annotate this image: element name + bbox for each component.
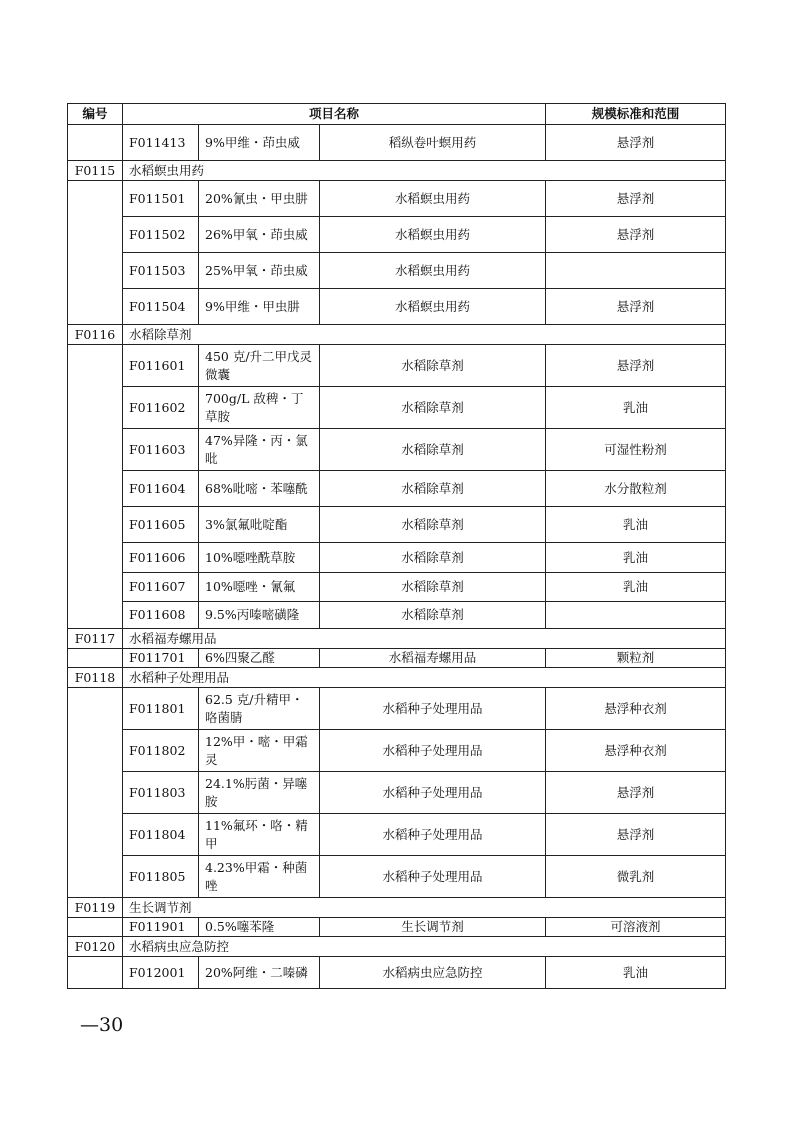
item-form: 悬浮种衣剂 [546, 688, 726, 730]
pesticide-table [67, 103, 726, 989]
item-name: 9.5%丙嗪嘧磺隆 [199, 602, 320, 629]
item-purpose: 水稻种子处理用品 [320, 856, 546, 898]
item-form: 悬浮剂 [546, 814, 726, 856]
item-purpose: 水稻种子处理用品 [320, 730, 546, 772]
item-code: F011502 [123, 217, 199, 253]
item-name: 20%氰虫・甲虫肼 [199, 181, 320, 217]
item-form: 悬浮种衣剂 [546, 730, 726, 772]
table-row [68, 181, 726, 217]
item-form: 乳油 [546, 573, 726, 602]
item-code: F011601 [123, 345, 199, 387]
item-purpose: 水稻除草剂 [320, 507, 546, 543]
item-form: 悬浮剂 [546, 125, 726, 161]
category-row [68, 325, 726, 345]
item-name: 68%吡嘧・苯噻酰 [199, 471, 320, 507]
item-name: 20%阿维・二嗪磷 [199, 957, 320, 989]
item-name: 11%氟环・咯・精甲 [199, 814, 320, 856]
item-code: F011607 [123, 573, 199, 602]
item-code: F011605 [123, 507, 199, 543]
item-purpose: 水稻福寿螺用品 [320, 649, 546, 668]
item-code: F012001 [123, 957, 199, 989]
item-code: F011504 [123, 289, 199, 325]
item-purpose: 水稻螟虫用药 [320, 289, 546, 325]
item-purpose: 水稻除草剂 [320, 429, 546, 471]
item-form: 可溶液剂 [546, 918, 726, 937]
table-row [68, 856, 726, 898]
item-code: F011805 [123, 856, 199, 898]
table-row [68, 345, 726, 387]
table-row [68, 814, 726, 856]
item-name: 4.23%甲霜・种菌唑 [199, 856, 320, 898]
category-row [68, 898, 726, 918]
item-purpose: 生长调节剂 [320, 918, 546, 937]
item-form: 乳油 [546, 957, 726, 989]
item-code: F011803 [123, 772, 199, 814]
category-code: F0119 [68, 898, 123, 918]
group-spacer-cell [68, 345, 123, 629]
table-row [68, 918, 726, 937]
category-name: 水稻福寿螺用品 [123, 629, 726, 649]
item-purpose: 稻纵卷叶螟用药 [320, 125, 546, 161]
item-purpose: 水稻除草剂 [320, 573, 546, 602]
category-row [68, 937, 726, 957]
category-code: F0116 [68, 325, 123, 345]
item-code: F011801 [123, 688, 199, 730]
group-spacer-cell [68, 957, 123, 989]
category-row [68, 629, 726, 649]
group-spacer-cell [68, 649, 123, 668]
item-form: 悬浮剂 [546, 217, 726, 253]
category-row [68, 668, 726, 688]
item-form: 微乳剂 [546, 856, 726, 898]
item-form: 乳油 [546, 507, 726, 543]
item-code: F011501 [123, 181, 199, 217]
category-row [68, 161, 726, 181]
item-name: 6%四聚乙醛 [199, 649, 320, 668]
item-code: F011606 [123, 543, 199, 573]
table-row [68, 429, 726, 471]
item-purpose: 水稻除草剂 [320, 345, 546, 387]
item-code: F011602 [123, 387, 199, 429]
group-spacer-cell [68, 918, 123, 937]
header-scope: 规模标准和范围 [546, 104, 726, 125]
item-name: 24.1%肟菌・异噻胺 [199, 772, 320, 814]
table-row [68, 573, 726, 602]
item-purpose: 水稻种子处理用品 [320, 772, 546, 814]
table-row [68, 688, 726, 730]
item-purpose: 水稻种子处理用品 [320, 814, 546, 856]
item-name: 62.5 克/升精甲・咯菌腈 [199, 688, 320, 730]
table-row [68, 730, 726, 772]
table-row [68, 507, 726, 543]
item-code: F011413 [123, 125, 199, 161]
item-form: 颗粒剂 [546, 649, 726, 668]
item-purpose: 水稻螟虫用药 [320, 181, 546, 217]
table-row [68, 602, 726, 629]
table-header-row [68, 104, 726, 125]
category-code: F0115 [68, 161, 123, 181]
item-name: 450 克/升二甲戊灵微囊 [199, 345, 320, 387]
category-name: 水稻病虫应急防控 [123, 937, 726, 957]
header-item-name: 项目名称 [123, 104, 546, 125]
table-row [68, 289, 726, 325]
item-purpose: 水稻种子处理用品 [320, 688, 546, 730]
item-form: 悬浮剂 [546, 181, 726, 217]
category-code: F0117 [68, 629, 123, 649]
category-name: 生长调节剂 [123, 898, 726, 918]
item-purpose: 水稻除草剂 [320, 543, 546, 573]
item-purpose: 水稻除草剂 [320, 471, 546, 507]
item-name: 25%甲氧・茚虫威 [199, 253, 320, 289]
item-code: F011802 [123, 730, 199, 772]
category-code: F0120 [68, 937, 123, 957]
item-code: F011603 [123, 429, 199, 471]
item-code: F011804 [123, 814, 199, 856]
category-name: 水稻螟虫用药 [123, 161, 726, 181]
item-purpose: 水稻螟虫用药 [320, 217, 546, 253]
table-row [68, 543, 726, 573]
item-purpose: 水稻除草剂 [320, 387, 546, 429]
table-row [68, 471, 726, 507]
item-code: F011604 [123, 471, 199, 507]
item-name: 26%甲氧・茚虫威 [199, 217, 320, 253]
item-name: 700g/L 敌稗・丁草胺 [199, 387, 320, 429]
group-spacer-cell [68, 181, 123, 325]
item-name: 3%氯氟吡啶酯 [199, 507, 320, 543]
item-form [546, 253, 726, 289]
table-row [68, 957, 726, 989]
item-code: F011901 [123, 918, 199, 937]
item-name: 10%噁唑酰草胺 [199, 543, 320, 573]
item-code: F011701 [123, 649, 199, 668]
item-name: 10%噁唑・氰氟 [199, 573, 320, 602]
item-name: 0.5%噻苯隆 [199, 918, 320, 937]
item-form: 乳油 [546, 387, 726, 429]
item-code: F011503 [123, 253, 199, 289]
category-name: 水稻种子处理用品 [123, 668, 726, 688]
item-purpose: 水稻病虫应急防控 [320, 957, 546, 989]
item-name: 9%甲维・茚虫威 [199, 125, 320, 161]
header-code: 编号 [68, 104, 123, 125]
item-form [546, 602, 726, 629]
table-row [68, 387, 726, 429]
item-form: 悬浮剂 [546, 772, 726, 814]
item-form: 悬浮剂 [546, 289, 726, 325]
group-spacer-cell [68, 688, 123, 898]
item-code: F011608 [123, 602, 199, 629]
item-purpose: 水稻除草剂 [320, 602, 546, 629]
item-form: 水分散粒剂 [546, 471, 726, 507]
item-name: 9%甲维・甲虫肼 [199, 289, 320, 325]
category-name: 水稻除草剂 [123, 325, 726, 345]
table-row [68, 125, 726, 161]
table-row [68, 649, 726, 668]
item-form: 可湿性粉剂 [546, 429, 726, 471]
category-code: F0118 [68, 668, 123, 688]
item-form: 乳油 [546, 543, 726, 573]
item-name: 12%甲・嘧・甲霜灵 [199, 730, 320, 772]
item-form: 悬浮剂 [546, 345, 726, 387]
group-spacer-cell [68, 125, 123, 161]
table-row [68, 253, 726, 289]
table-row [68, 217, 726, 253]
page-number: —30 [80, 1014, 124, 1036]
table-row [68, 772, 726, 814]
item-purpose: 水稻螟虫用药 [320, 253, 546, 289]
item-name: 47%异隆・丙・氯吡 [199, 429, 320, 471]
